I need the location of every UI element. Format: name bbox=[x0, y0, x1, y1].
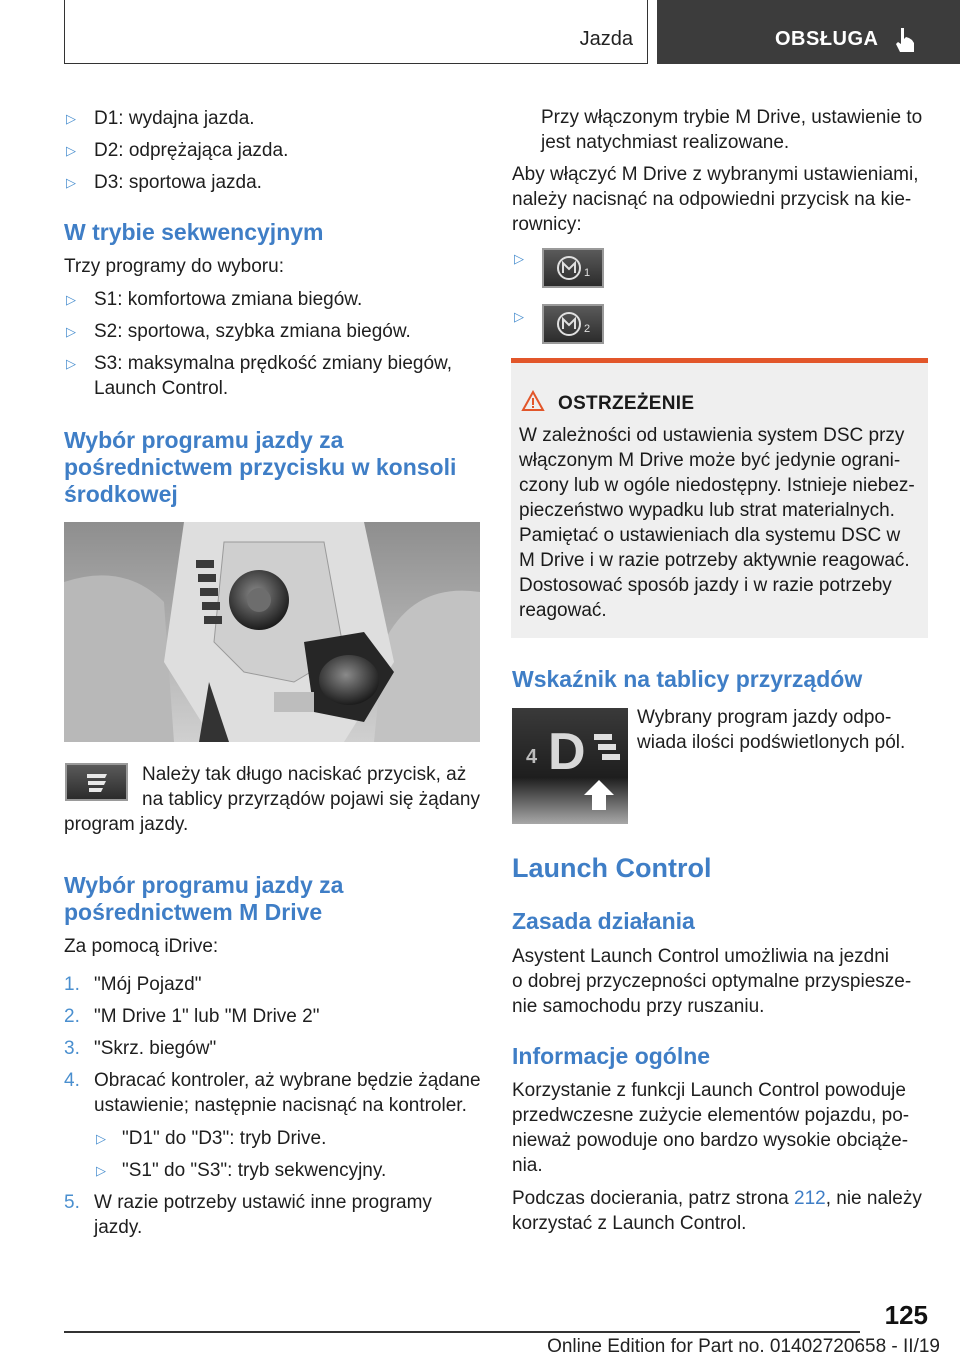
mode-letter: D bbox=[548, 723, 586, 781]
section-title: Jazda bbox=[579, 28, 633, 50]
list-item: D2: odprężająca jazda. bbox=[94, 140, 289, 161]
paragraph bbox=[512, 1078, 909, 1178]
text-span: Podczas docierania, patrz strona bbox=[512, 1188, 794, 1209]
step-text: "Skrz. biegów" bbox=[94, 1038, 217, 1059]
center-console-photo bbox=[64, 522, 480, 742]
text-line bbox=[512, 1186, 922, 1211]
text-line: na tablicy przyrządów pojawi się żądany bbox=[142, 789, 480, 810]
heading-indicator: Wskaźnik na tablicy przyrządów bbox=[512, 666, 863, 692]
m2-icon bbox=[544, 306, 602, 342]
text-line: pieczeństwo wypadku lub strat materialnych. bbox=[519, 500, 895, 521]
bullet-icon: ▷ bbox=[514, 309, 524, 324]
footer-divider bbox=[64, 1331, 860, 1333]
step-number: 4. bbox=[64, 1070, 80, 1091]
bullet-icon: ▷ bbox=[96, 1131, 106, 1146]
step-text: "M Drive 1" lub "M Drive 2" bbox=[94, 1006, 320, 1027]
bullet-icon: ▷ bbox=[66, 356, 76, 371]
chapter-tab-label: OBSŁUGA bbox=[775, 28, 879, 50]
heading-launch-control: Launch Control bbox=[512, 853, 712, 883]
step-text: ustawienie; następnie nacisnąć na kontroler. bbox=[94, 1095, 467, 1116]
text-line: Pamiętać o ustawieniach dla systemu DSC w bbox=[519, 525, 901, 546]
step-number: 2. bbox=[64, 1006, 80, 1027]
paragraph bbox=[541, 105, 922, 155]
page-number: 125 bbox=[884, 1300, 928, 1330]
text-line: nia. bbox=[512, 1155, 543, 1176]
text-line: rownicy: bbox=[512, 214, 582, 235]
list-item: S1: komfortowa zmiana biegów. bbox=[94, 289, 363, 310]
text-line: M Drive i w razie potrzeby aktywnie reagować. bbox=[519, 550, 910, 571]
step-number: 3. bbox=[64, 1038, 80, 1059]
paragraph: Trzy programy do wyboru: bbox=[64, 256, 284, 277]
list-item-continued: Launch Control. bbox=[94, 378, 229, 399]
bullet-icon: ▷ bbox=[96, 1163, 106, 1178]
sub-step: "D1" do "D3": tryb Drive. bbox=[122, 1128, 327, 1149]
text-line: nie samochodu przy ruszaniu. bbox=[512, 996, 765, 1017]
warning-box bbox=[511, 358, 928, 638]
bullet-icon: ▷ bbox=[66, 111, 76, 126]
heading-general: Informacje ogólne bbox=[512, 1043, 711, 1069]
text-line: Korzystanie z funkcji Launch Control powoduje bbox=[512, 1080, 906, 1101]
text-line: jest natychmiast realizowane. bbox=[541, 132, 790, 153]
heading-line: środkowej bbox=[64, 481, 178, 507]
drive-mode-icon bbox=[67, 765, 126, 799]
text-line: wiada ilości podświetlonych pól. bbox=[637, 732, 906, 753]
text-line: korzystać z Launch Control. bbox=[512, 1213, 747, 1234]
list-item: D1: wydajna jazda. bbox=[94, 108, 255, 129]
step-text: Obracać kontroler, aż wybrane będzie żądane bbox=[94, 1070, 481, 1091]
paragraph bbox=[142, 762, 480, 812]
program-fields-icon bbox=[592, 728, 626, 776]
text-line: włączonym M Drive może być jedynie ograni- bbox=[519, 450, 901, 471]
m1-icon bbox=[544, 250, 602, 286]
step-text: jazdy. bbox=[94, 1217, 143, 1238]
text-span: , nie należy bbox=[825, 1188, 922, 1209]
text-line: należy nacisnąć na odpowiedni przycisk na kie- bbox=[512, 189, 912, 210]
hand-pointer-icon bbox=[893, 26, 917, 54]
text-line: Przy włączonym trybie M Drive, ustawienie to bbox=[541, 107, 923, 128]
heading-principle: Zasada działania bbox=[512, 908, 695, 934]
bullet-icon: ▷ bbox=[514, 251, 524, 266]
footer-edition: Online Edition for Part no. 01402720658 - II/19 bbox=[547, 1336, 940, 1357]
bullet-icon: ▷ bbox=[66, 292, 76, 307]
step-text: W razie potrzeby ustawić inne programy bbox=[94, 1192, 432, 1213]
svg-text:2: 2 bbox=[584, 323, 591, 335]
heading-line: pośrednictwem przycisku w konsoli bbox=[64, 454, 457, 480]
text-line: nieważ powoduje ono bardzo wysokie obciąże- bbox=[512, 1130, 909, 1151]
bullet-icon: ▷ bbox=[66, 143, 76, 158]
step-text: "Mój Pojazd" bbox=[94, 974, 202, 995]
paragraph bbox=[637, 705, 905, 755]
text-line: W zależności od ustawienia system DSC przy bbox=[519, 425, 905, 446]
heading-line: pośrednictwem M Drive bbox=[64, 899, 323, 925]
heading-sequential: W trybie sekwencyjnym bbox=[64, 219, 324, 245]
paragraph bbox=[512, 944, 911, 1019]
text-line: czony lub w ogóle niedostępny. Istnieje niebez- bbox=[519, 475, 915, 496]
indicator-display-image bbox=[512, 708, 628, 824]
bullet-icon: ▷ bbox=[66, 324, 76, 339]
chapter-tab[interactable] bbox=[657, 0, 960, 64]
step-number: 5. bbox=[64, 1192, 80, 1213]
heading-mdrive bbox=[64, 872, 343, 926]
upshift-arrow-icon bbox=[582, 778, 616, 812]
m2-button-image bbox=[542, 304, 604, 344]
paragraph bbox=[512, 1186, 922, 1236]
list-item: S3: maksymalna prędkość zmiany biegów, bbox=[94, 353, 452, 374]
heading-line: Wybór programu jazdy za bbox=[64, 427, 344, 453]
page-link[interactable]: 212 bbox=[794, 1188, 826, 1209]
text-line: przedwczesne zużycie elementów pojazdu, po- bbox=[512, 1105, 910, 1126]
list-item: D3: sportowa jazda. bbox=[94, 172, 262, 193]
text-line: reagować. bbox=[519, 600, 607, 621]
paragraph bbox=[512, 162, 919, 237]
text-line: Asystent Launch Control umożliwia na jezdni bbox=[512, 946, 890, 967]
warning-title: OSTRZEŻENIE bbox=[558, 393, 695, 414]
svg-text:1: 1 bbox=[584, 267, 591, 279]
heading-line: Wybór programu jazdy za bbox=[64, 872, 344, 898]
step-number: 1. bbox=[64, 974, 80, 995]
text-line: Dostosować sposób jazdy i w razie potrzeby bbox=[519, 575, 892, 596]
list-item: S2: sportowa, szybka zmiana biegów. bbox=[94, 321, 411, 342]
sub-step: "S1" do "S3": tryb sekwencyjny. bbox=[122, 1160, 387, 1181]
drive-mode-button-image bbox=[65, 763, 128, 801]
text-line: Należy tak długo naciskać przycisk, aż bbox=[142, 764, 467, 785]
paragraph: Za pomocą iDrive: bbox=[64, 936, 219, 957]
text-line: program jazdy. bbox=[64, 814, 189, 835]
text-line: o dobrej przyczepności optymalne przyspiesze- bbox=[512, 971, 912, 992]
warning-triangle-icon bbox=[521, 390, 545, 412]
heading-console bbox=[64, 427, 456, 508]
bullet-icon: ▷ bbox=[66, 175, 76, 190]
text-line: Aby włączyć M Drive z wybranymi ustawieniami, bbox=[512, 164, 919, 185]
warning-text bbox=[519, 423, 923, 623]
m1-button-image bbox=[542, 248, 604, 288]
text-line: Wybrany program jazdy odpo- bbox=[637, 707, 892, 728]
header-bar bbox=[64, 0, 648, 64]
gear-number: 4 bbox=[526, 746, 538, 768]
